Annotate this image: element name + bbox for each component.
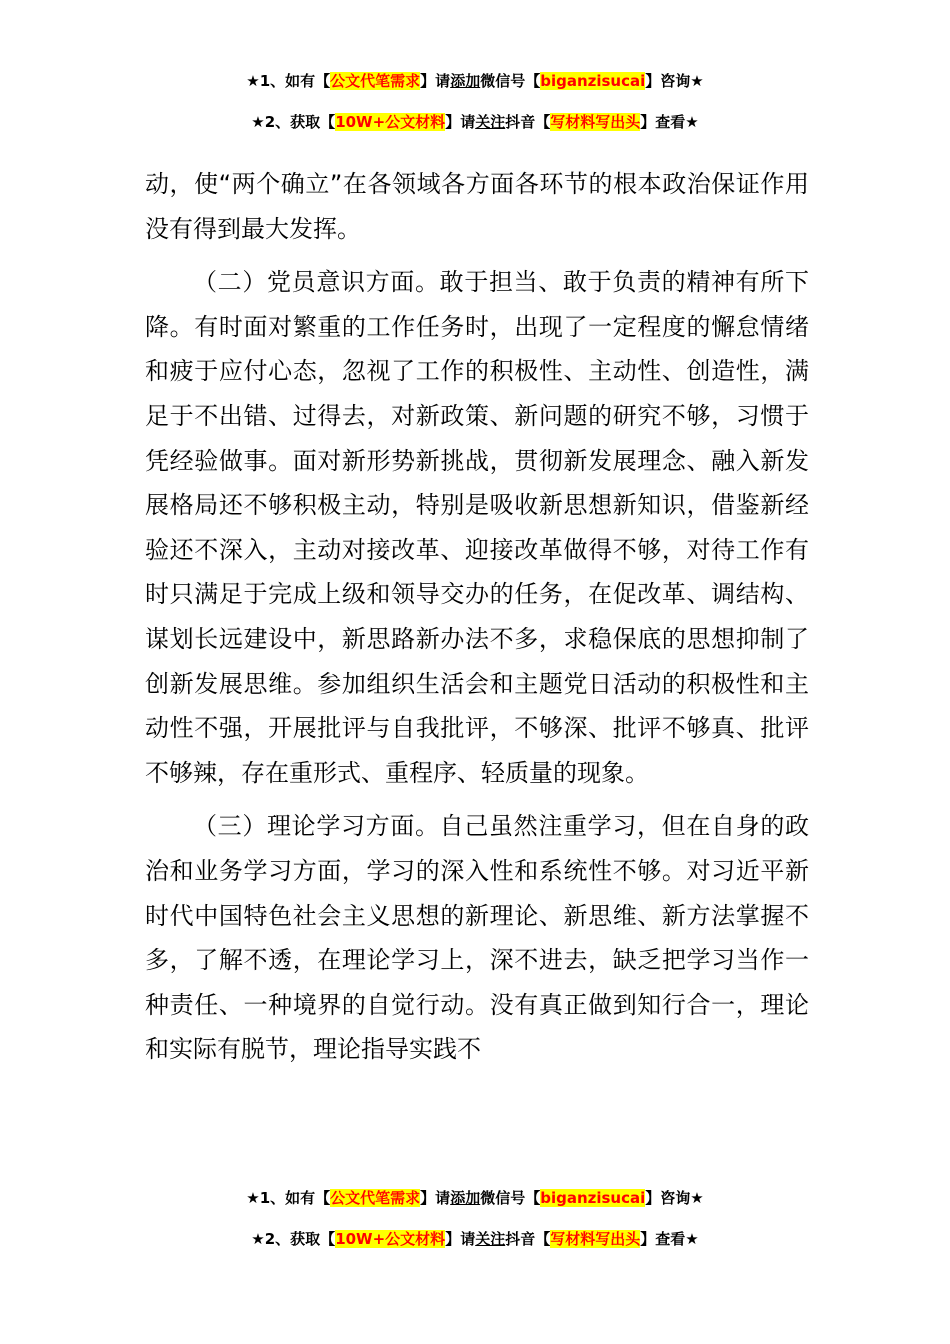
banner-text: 】咨询★ — [645, 1189, 704, 1207]
underline-follow: 关注 — [475, 113, 506, 131]
highlight-douyin-account: 写材料写出头 — [550, 1230, 641, 1248]
header-banner-line-1 — [0, 70, 950, 92]
underline-add: 添加 — [450, 72, 481, 90]
highlight-service: 公文代笔需求 — [330, 72, 421, 90]
footer-banner-line-1 — [0, 1187, 950, 1209]
paragraph-theory-study: （三）理论学习方面。自己虽然注重学习，但在自身的政治和业务学习方面，学习的深入性和系统性不够。对习近平新时代中国特色社会主义思想的新理论、新思维、新方法掌握不多，了解不透，在理论学习上，深不进去，缺乏把学习当作一种责任、一种境界的自觉行动。没有真正做到知行合一，理论和实际有脱节，理论指导实践不 — [145, 812, 809, 1064]
banner-text: 抖音【 — [505, 1230, 551, 1248]
banner-text: ★1、如有【 — [246, 1189, 331, 1207]
banner-text: 微信号【 — [480, 72, 541, 90]
document-body — [145, 162, 809, 1072]
highlight-wechat-id: biganzisucai — [540, 72, 646, 90]
underline-follow: 关注 — [475, 1230, 506, 1248]
paragraph-continuation: 动，使“两个确立”在各领域各方面各环节的根本政治保证作用没有得到最大发挥。 — [145, 170, 809, 243]
banner-text: ★2、获取【 — [251, 113, 336, 131]
highlight-materials: 10W+公文材料 — [335, 1230, 446, 1248]
header-banner-line-2 — [0, 111, 950, 133]
banner-text: ★1、如有【 — [246, 72, 331, 90]
highlight-materials: 10W+公文材料 — [335, 113, 446, 131]
banner-text: ★2、获取【 — [251, 1230, 336, 1248]
highlight-service: 公文代笔需求 — [330, 1189, 421, 1207]
underline-add: 添加 — [450, 1189, 481, 1207]
banner-text: 抖音【 — [505, 113, 551, 131]
banner-text: 】咨询★ — [645, 72, 704, 90]
paragraph-party-awareness: （二）党员意识方面。敢于担当、敢于负责的精神有所下降。有时面对繁重的工作任务时，出现了一定程度的懈怠情绪和疲于应付心态，忽视了工作的积极性、主动性、创造性，满足于不出错、过得去，对新政策、新问题的研究不够，习惯于凭经验做事。面对新形势新挑战，贯彻新发展理念、融入新发展格局还不够积极主动，特别是吸收新思想新知识，借鉴新经验还不深入，主动对接改革、迎接改革做得不够，对待工作有时只满足于完成上级和领导交办的任务，在促改革、调结构、谋划长远建设中，新思路新办法不多，求稳保底的思想抑制了创新发展思维。参加组织生活会和主题党日活动的积极性和主动性不强，开展批评与自我批评，不够深、批评不够真、批评不够辣，存在重形式、重程序、轻质量的现象。 — [145, 268, 809, 787]
highlight-douyin-account: 写材料写出头 — [550, 113, 641, 131]
banner-text: 】请 — [420, 72, 451, 90]
banner-text: 】请 — [420, 1189, 451, 1207]
highlight-wechat-id: biganzisucai — [540, 1189, 646, 1207]
banner-text: 】请 — [445, 113, 476, 131]
footer-banner-line-2 — [0, 1228, 950, 1250]
banner-text: 微信号【 — [480, 1189, 541, 1207]
banner-text: 】查看★ — [640, 1230, 699, 1248]
banner-text: 】请 — [445, 1230, 476, 1248]
banner-text: 】查看★ — [640, 113, 699, 131]
